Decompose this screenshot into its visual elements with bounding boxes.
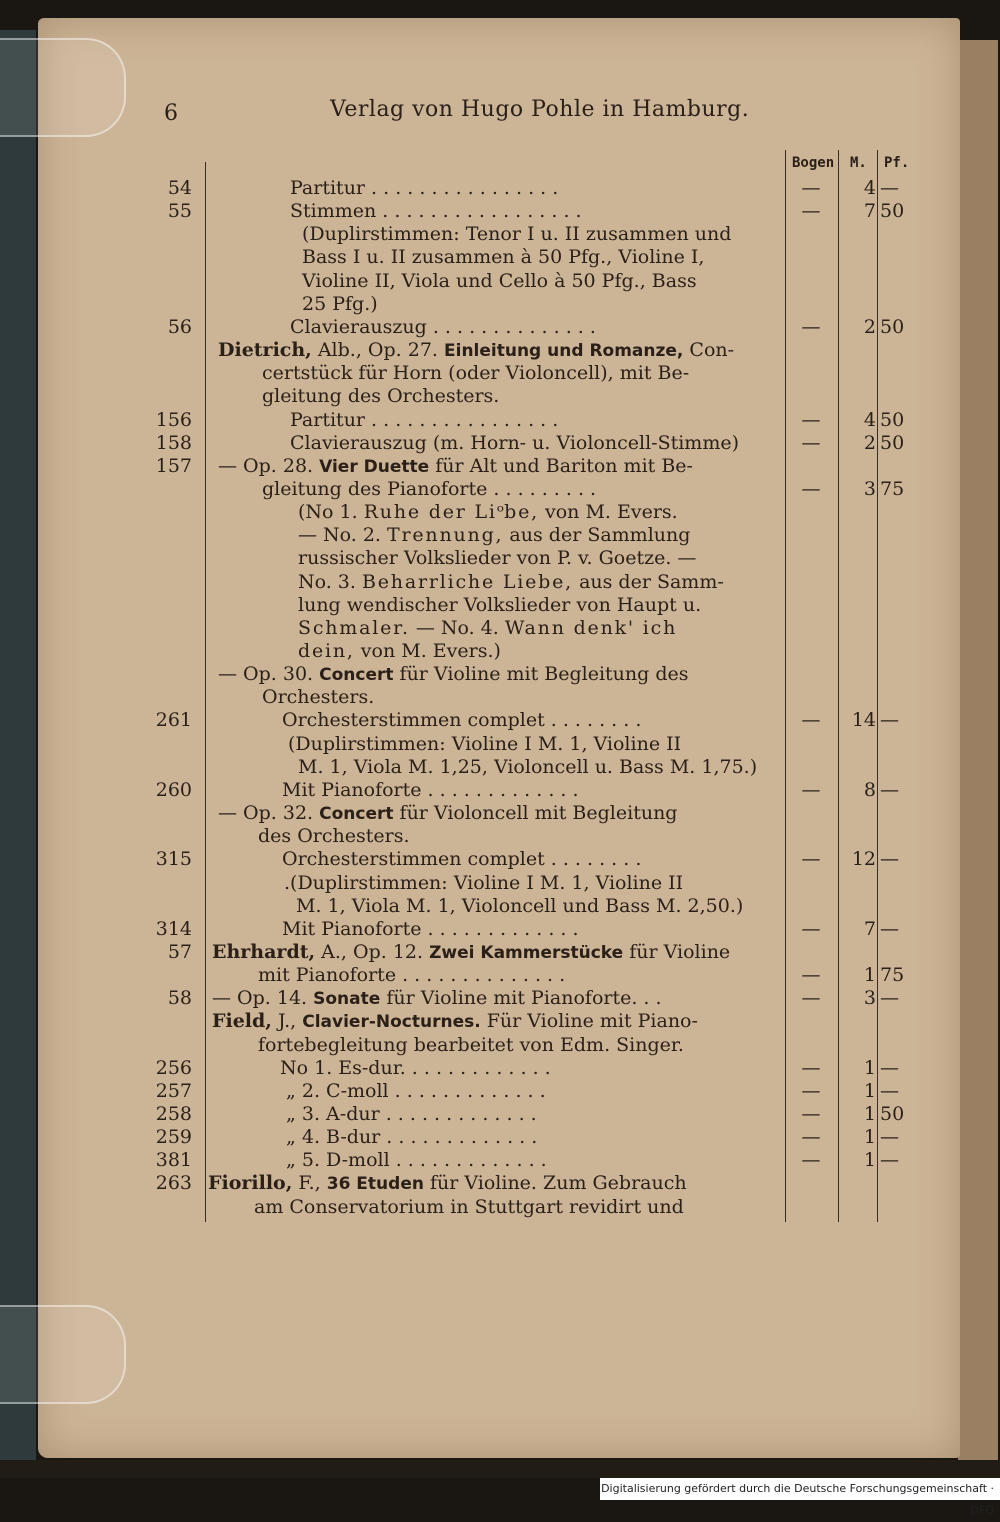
price-mark: 1 [863,1056,876,1079]
entry-text-part: aus der Samm- [573,570,724,593]
price-mark: 3 [863,477,876,500]
bogen-value: — [801,1056,821,1079]
entry-text-part: (Duplirstimmen: Violine I M. 1, Violine II [288,732,682,755]
entry-text [298,500,678,524]
entry-text-part: lung wendischer Volkslieder von Haupt u. [298,593,702,616]
entry-text-part: Bass I u. II zusammen à 50 Pfg., Violine I, [302,246,705,269]
price-mark: 7 [863,200,876,223]
entry-text [212,1009,698,1034]
entry-text-part: Für Violine mit Piano- [480,1010,698,1033]
entry-text [302,245,704,269]
catalogue-line [0,222,1000,246]
catalogue-number: 259 [155,1126,192,1149]
entry-text [262,361,689,385]
column-header-mark: M. [850,155,867,171]
catalogue-line [0,1102,1000,1126]
entry-text-part: Violine II, Viola und Cello à 50 Pfg., Bass [302,269,697,292]
entry-text-part: (No 1. [298,501,364,524]
entry-text [298,570,724,594]
entry-text [286,1148,547,1172]
entry-text [208,1171,687,1196]
price-pfennig: 75 [880,477,905,500]
catalogue-line [0,292,1000,316]
bogen-value: — [801,408,821,431]
entry-text-part: für Violine mit Begleitung des [393,663,689,686]
entry-text-part: Orchesterstimmen complet . . . . . . . . [282,709,642,732]
catalogue-line [0,408,1000,432]
catalogue-line [0,732,1000,756]
price-pfennig: — [880,709,899,732]
entry-text-part: No 1. Es-dur. . . . . . . . . . . . . [280,1056,551,1079]
page-clip-top [0,38,126,137]
entry-text [290,176,558,200]
price-pfennig: 50 [880,408,905,431]
page-number: 6 [164,101,178,126]
entry-text [258,1033,684,1057]
catalogue-line [0,199,1000,223]
entry-text [218,338,734,363]
entry-text [282,708,641,732]
price-mark: 2 [863,315,876,338]
work-title: Concert [319,665,394,686]
bogen-value: — [801,917,821,940]
entry-text [282,778,579,802]
entry-text [290,431,739,455]
entry-text [288,732,681,756]
entry-text-part: des Orchesters. [258,825,410,848]
price-mark: 1 [863,964,876,987]
catalogue-line [0,1125,1000,1149]
entry-text [302,269,697,293]
entry-text [282,847,641,871]
entry-text-part: No. 3. [298,570,362,593]
entry-text-part: für Violine mit Pianoforte. . . [380,987,662,1010]
catalogue-line [0,1171,1000,1195]
price-mark: 2 [863,431,876,454]
entry-text-part: fortebegleitung bearbeitet von Edm. Singer. [258,1033,684,1056]
entry-text-part: gleitung des Orchesters. [262,385,500,408]
bogen-value: — [801,709,821,732]
work-title: Clavier-Nocturnes. [302,1012,481,1033]
entry-text [286,1079,546,1103]
entry-text [212,986,662,1011]
work-title: Concert [319,804,394,825]
entry-text-part: certstück für Horn (oder Violoncell), mit Be- [262,362,690,385]
price-pfennig: — [880,1056,899,1079]
entry-text-part: — Op. 14. [212,987,314,1010]
bogen-value: — [801,1126,821,1149]
bogen-value: — [801,848,821,871]
bogen-value: — [801,1149,821,1172]
price-pfennig: — [880,1126,899,1149]
catalogue-number: 57 [167,940,192,963]
bogen-value: — [801,1103,821,1125]
entry-text [284,871,683,895]
entry-text [258,963,565,987]
entry-text-part: Clavierauszug (m. Horn- u. Violoncell-Stimme) [290,431,739,454]
entry-text [302,292,378,316]
catalogue-line [0,801,1000,825]
bogen-value: — [801,778,821,801]
catalogue-line [0,384,1000,408]
entry-text-part: aus der Sammlung [503,524,691,547]
catalogue-line [0,361,1000,385]
entry-text [282,917,579,941]
composer-name: Dietrich, [218,339,312,362]
catalogue-line [0,593,1000,617]
catalogue-number: 260 [155,778,192,801]
entry-text [286,1102,537,1126]
price-pfennig: 50 [880,431,905,454]
catalogue-number: 381 [155,1149,192,1172]
composer-name: Ehrhardt, [212,940,316,963]
entry-text-part: dein, [298,640,355,662]
bogen-value: — [801,315,821,338]
entry-text-part: russischer Volkslieder von P. v. Goetze. — [298,547,697,570]
price-pfennig: — [880,1079,899,1102]
catalogue-line [0,176,1000,200]
entry-text-part: von M. Evers.) [354,640,501,662]
price-mark: 3 [863,987,876,1010]
work-title: Vier Duette [319,456,430,477]
entry-text [262,685,374,709]
price-mark: 8 [863,778,876,801]
entry-text-part: be, [504,501,539,524]
entry-text-part: für Alt und Bariton mit Be- [429,454,693,477]
catalogue-number: 256 [155,1056,192,1079]
price-mark: 7 [863,917,876,940]
work-title: Sonate [313,989,381,1010]
catalogue-line [0,685,1000,709]
price-mark: 14 [851,709,876,732]
entry-text-part: (Duplirstimmen: Tenor I u. II zusammen und [302,223,732,246]
catalogue-number: 158 [155,431,192,454]
composer-name: Fiorillo, [208,1172,293,1195]
entry-text-part: — No. 2. [298,524,388,547]
entry-text-part: mit Pianoforte . . . . . . . . . . . . . . [258,964,566,987]
catalogue-line [0,245,1000,269]
entry-text [290,408,558,432]
price-pfennig: — [880,987,899,1010]
bogen-value: — [801,987,821,1010]
catalogue-line [0,338,1000,362]
entry-text-part: Con- [683,339,735,362]
catalogue-line [0,847,1000,871]
entry-text-part: Orchesters. [262,686,375,709]
entry-text [212,940,730,965]
catalogue-number: 257 [155,1079,192,1102]
entry-text-part: Orchesterstimmen complet . . . . . . . . [282,848,642,871]
catalogue-number: 56 [167,315,192,338]
entry-text [290,315,596,339]
price-pfennig: 50 [880,1103,905,1125]
entry-text [298,639,501,663]
entry-text [218,662,689,687]
running-head: Verlag von Hugo Pohle in Hamburg. [330,97,750,122]
catalogue-line [0,546,1000,570]
entry-text [298,755,757,779]
work-title: Einleitung und Romanze, [444,341,684,362]
entry-text-part: „ 3. A-dur . . . . . . . . . . . . . [286,1103,537,1125]
catalogue-number: 314 [155,917,192,940]
catalogue-line [0,315,1000,339]
price-pfennig: 50 [880,200,905,223]
entry-text-part: Beharrliche Liebe, [361,570,574,593]
entry-text [298,593,701,617]
price-pfennig: 75 [880,964,905,987]
entry-text-part: für Violoncell mit Begleitung [393,802,678,825]
catalogue-line [0,1056,1000,1080]
catalogue-line [0,500,1000,524]
entry-text-part: für Violine. Zum Gebrauch [423,1172,687,1195]
catalogue-line [0,1148,1000,1172]
entry-text-part: Alb., Op. 27. [311,339,444,362]
price-mark: 1 [863,1079,876,1102]
bogen-value: — [801,177,821,199]
entry-text-part: am Conservatorium in Stuttgart revidirt und [254,1195,684,1218]
entry-text-part: Wann denk' ich [504,616,678,639]
bogen-value: — [801,964,821,987]
entry-text-part: J., [271,1010,303,1033]
entry-text-part: ᵒ [496,501,505,524]
entry-text-part: für Violine [623,940,731,963]
entry-text-part: — Op. 28. [218,454,320,477]
price-mark: 1 [863,1149,876,1172]
entry-text-part: „ 4. B-dur . . . . . . . . . . . . . [286,1126,538,1149]
entry-text-part: Stimmen . . . . . . . . . . . . . . . . . [290,200,582,223]
bogen-value: — [801,200,821,223]
bogen-value: — [801,477,821,500]
entry-text-part: von M. Evers. [538,501,678,524]
catalogue-number: 157 [155,454,192,477]
catalogue-line [0,1079,1000,1103]
entry-text-part: Partitur . . . . . . . . . . . . . . . . [290,177,559,199]
entry-text-part: Schmaler. [298,616,410,639]
entry-text-part: F., [292,1172,327,1195]
entry-text-part: M. 1, Viola M. 1,25, Violoncell u. Bass M. 1,75.) [298,755,758,778]
catalogue-line [0,963,1000,987]
entry-text [254,1195,684,1219]
entry-text [298,523,690,547]
catalogue-line [0,454,1000,478]
catalogue-line [0,871,1000,895]
entry-text-part: — Op. 30. [218,663,320,686]
column-header-pfennig: Pf. [884,155,910,171]
entry-text [218,454,693,479]
bogen-value: — [801,1079,821,1102]
digitization-footer: Digitalisierung gefördert durch die Deutsche Forschungsgemeinschaft · DFG [600,1478,1000,1500]
entry-text [298,546,696,570]
page-clip-bottom [0,1305,126,1404]
catalogue-line [0,523,1000,547]
price-mark: 4 [863,177,876,199]
entry-text-part: Ruhe der Li [363,501,497,524]
entry-text [218,801,677,826]
entry-text-part: Partitur . . . . . . . . . . . . . . . . [290,408,559,431]
entry-text-part: Mit Pianoforte . . . . . . . . . . . . . [282,778,579,801]
entry-text-part: „ 5. D-moll . . . . . . . . . . . . . [286,1149,547,1172]
work-title: 36 Etuden [326,1174,424,1195]
scan-bottom-edge [0,1460,1000,1478]
catalogue-line [0,1033,1000,1057]
entry-text [262,384,499,408]
entry-text [290,199,582,223]
price-mark: 12 [851,848,876,871]
entry-text [262,477,596,501]
entry-text [280,1056,551,1080]
entry-text-part: Clavierauszug . . . . . . . . . . . . . . [290,315,596,338]
entry-text-part: 25 Pfg.) [302,292,378,315]
catalogue-line [0,662,1000,686]
price-pfennig: — [880,917,899,940]
composer-name: Field, [212,1010,272,1033]
price-mark: 1 [863,1126,876,1149]
catalogue-line [0,778,1000,802]
catalogue-line [0,616,1000,640]
entry-text-part: Mit Pianoforte . . . . . . . . . . . . . [282,917,579,940]
entry-text [258,824,409,848]
price-pfennig: 50 [880,315,905,338]
entry-text-part: gleitung des Pianoforte . . . . . . . . . [262,477,597,500]
bogen-value: — [801,431,821,454]
catalogue-number: 156 [155,408,192,431]
catalogue-number: 58 [167,987,192,1010]
price-pfennig: — [880,778,899,801]
price-mark: 1 [863,1103,876,1125]
catalogue-line [0,755,1000,779]
catalogue-number: 54 [167,177,192,199]
catalogue-line [0,1195,1000,1219]
catalogue-number: 263 [155,1172,192,1195]
catalogue-line [0,639,1000,663]
price-pfennig: — [880,848,899,871]
entry-text-part: M. 1, Viola M. 1, Violoncell und Bass M. 2,50.) [296,894,744,917]
price-pfennig: — [880,1149,899,1172]
price-pfennig: — [880,177,899,199]
catalogue-line [0,1009,1000,1033]
entry-text-part: — No. 4. [409,616,505,639]
catalogue-number: 55 [167,200,192,223]
catalogue-line [0,824,1000,848]
entry-text-part: .(Duplirstimmen: Violine I M. 1, Violine II [284,871,684,894]
catalogue-number: 258 [155,1103,192,1125]
catalogue-line [0,940,1000,964]
catalogue-number: 261 [155,709,192,732]
catalogue-line [0,570,1000,594]
catalogue-line [0,894,1000,918]
catalogue-line [0,269,1000,293]
catalogue-line [0,431,1000,455]
entry-text [286,1125,537,1149]
work-title: Zwei Kammerstücke [429,942,624,963]
entry-text [296,894,743,918]
entry-text-part: Trennung, [387,524,504,547]
catalogue-line [0,708,1000,732]
price-mark: 4 [863,408,876,431]
entry-text-part: „ 2. C-moll . . . . . . . . . . . . . [286,1079,546,1102]
catalogue-line [0,986,1000,1010]
catalogue-number: 315 [155,848,192,871]
entry-text-part: — Op. 32. [218,802,320,825]
column-header-bogen: Bogen [792,155,835,171]
catalogue-line [0,917,1000,941]
entry-text-part: A., Op. 12. [315,940,430,963]
entry-text [298,616,677,640]
entry-text [302,222,731,246]
catalogue-line [0,477,1000,501]
